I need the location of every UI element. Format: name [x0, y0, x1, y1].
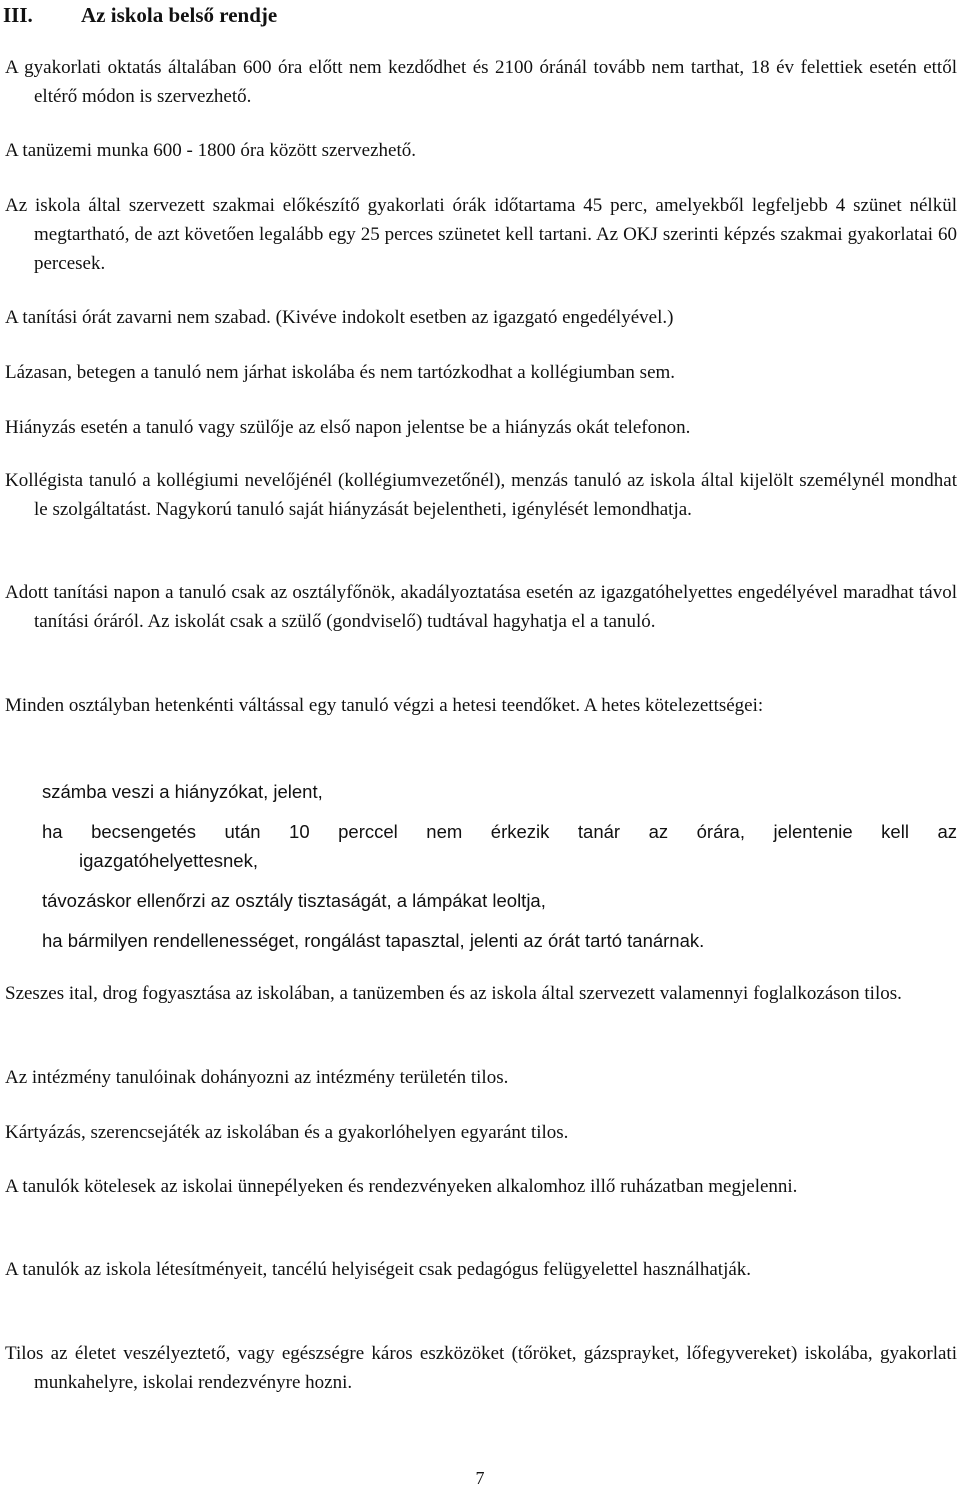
section-heading: [0, 0, 277, 30]
list-item-text: számba veszi a hiányzókat, jelent,: [42, 781, 323, 802]
paragraph: Szeszes ital, drog fogyasztása az iskolában, a tanüzemben és az iskola által szervezett valamennyi foglalkozáson tilos.: [5, 983, 902, 1004]
paragraph: A gyakorlati oktatás általában 600 óra előtt nem kezdődhet és 2100 óránál tovább nem tarthat, 18 év felettiek esetén ettől eltérő módon is szervezhető.: [5, 57, 957, 107]
list-item-text: ha becsengetés után 10 perccel nem érkezik tanár az órára, jelentenie kell az: [42, 821, 957, 842]
list-item: [42, 886, 957, 915]
paragraph: Lázasan, betegen a tanuló nem járhat iskolába és nem tartózkodhat a kollégiumban sem.: [5, 362, 676, 383]
paragraph: Kollégista tanuló a kollégiumi nevelőjénél (kollégiumvezetőnél), menzás tanuló az iskola által kijelölt személynél mondhat le szolgáltatást. Nagykorú tanuló saját hiányzását bejelentheti, igénylését lemondhatja.: [5, 470, 957, 520]
paragraph: Az intézmény tanulóinak dohányozni az intézmény területén tilos.: [5, 1067, 509, 1088]
paragraph: Minden osztályban hetenkénti váltással egy tanuló végzi a hetesi teendőket. A hetes kötelezettségei:: [5, 695, 764, 716]
paragraph: A tanítási órát zavarni nem szabad. (Kivéve indokolt esetben az igazgató engedélyével.): [5, 307, 674, 328]
paragraph: A tanulók az iskola létesítményeit, tancélú helyiségeit csak pedagógus felügyelettel használhatják.: [5, 1259, 752, 1280]
paragraph: A tanüzemi munka 600 - 1800 óra között szervezhető.: [5, 140, 417, 161]
list-item-text: távozáskor ellenőrzi az osztály tisztaságát, a lámpákat leoltja,: [42, 890, 546, 911]
paragraph: Tilos az életet veszélyeztető, vagy egészségre káros eszközöket (tőröket, gázsprayket, lőfegyvereket) iskolába, gyakorlati munkahelyre, iskolai rendezvényre hozni.: [5, 1343, 957, 1393]
list-item: [42, 926, 957, 955]
duties-list: [42, 777, 957, 955]
page-number: 7: [475, 1468, 485, 1488]
list-item-text-continued: igazgatóhelyettesnek,: [79, 850, 258, 871]
paragraph: Az iskola által szervezett szakmai előkészítő gyakorlati órák időtartama 45 perc, amelyekből legfeljebb 4 szünet nélkül megtartható, de azt követően legalább egy 25 perces szünetet kell tartani. Az OKJ szerinti képzés szakmai gyakorlatai 60 percesek.: [5, 195, 957, 274]
section-title: Az iskola belső rendje: [81, 3, 278, 27]
paragraph: Kártyázás, szerencsejáték az iskolában és a gyakorlóhelyen egyaránt tilos.: [5, 1122, 569, 1143]
section-number: III.: [3, 3, 33, 27]
paragraph: Hiányzás esetén a tanuló vagy szülője az első napon jelentse be a hiányzás okát telefonon.: [5, 417, 691, 438]
paragraph: Adott tanítási napon a tanuló csak az osztályfőnök, akadályoztatása esetén az igazgatóhelyettes engedélyével maradhat távol tanítási óráról. Az iskolát csak a szülő (gondviselő) tudtával hagyhatja el a tanuló.: [5, 582, 957, 632]
list-item: [42, 817, 957, 875]
paragraph: A tanulók kötelesek az iskolai ünnepélyeken és rendezvényeken alkalomhoz illő ruházatban megjelenni.: [5, 1176, 798, 1197]
list-item: [42, 777, 957, 806]
list-item-text: ha bármilyen rendellenességet, rongálást tapasztal, jelenti az órát tartó tanárnak.: [42, 930, 705, 951]
